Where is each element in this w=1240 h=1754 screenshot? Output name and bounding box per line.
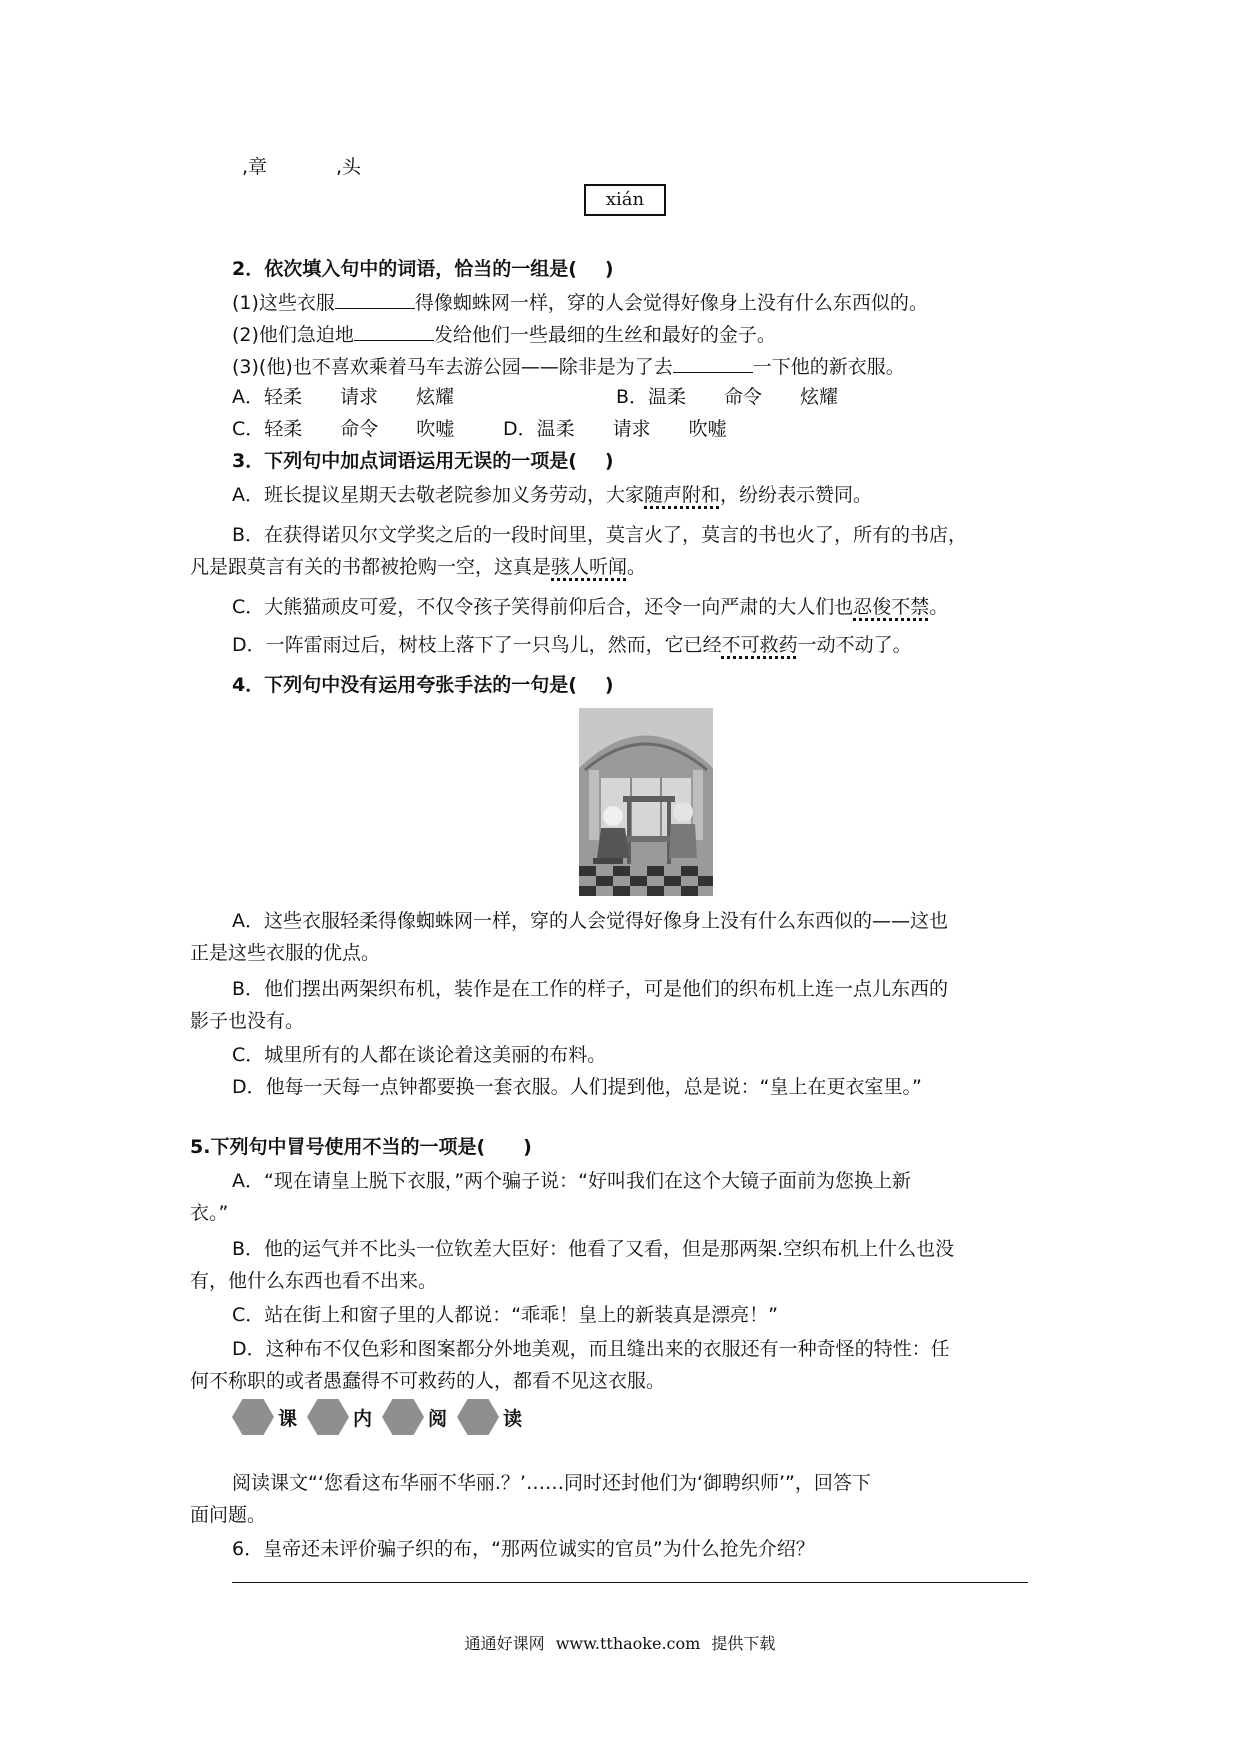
q2-s3-blank[interactable]: [673, 352, 753, 373]
q3-c-tail: 。: [929, 596, 949, 618]
q3-a-tail: ，纷纷表示赞同。: [720, 484, 873, 506]
page-footer: [0, 1631, 1240, 1654]
q5-option-c: C．站在街上和窗子里的人都说：“乖乖！皇上的新装真是漂亮！”: [232, 1304, 778, 1326]
q5-option-d-line1: D．这种布不仅色彩和图案都分外地美观，而且缝出来的衣服还有一种奇怪的特性：任: [232, 1338, 950, 1360]
q3-c-text: C．大熊猫顽皮可爱，不仅令孩子笑得前仰后合，还令一向严肃的大人们也: [232, 596, 854, 618]
q3-stem-text: 3．下列句中加点词语运用无误的一项是(: [232, 450, 577, 472]
q3-close-paren: ): [604, 450, 614, 472]
q3-a-dotted-word: 随声附和: [644, 484, 721, 506]
q6-stem: 6．皇帝还未评价骗子织的布，“那两位诚实的官员”为什么抢先介绍？: [232, 1538, 815, 1560]
q5-stem-text: 5.下列句中冒号使用不当的一项是(: [190, 1136, 486, 1158]
q4-option-d: D．他每一天每一点钟都要换一套衣服。人们提到他，总是说：“皇上在更衣室里。”: [232, 1076, 922, 1098]
q2-s1-blank[interactable]: [335, 288, 415, 309]
section-char: 阅: [428, 1407, 448, 1430]
q5-close-paren: ): [523, 1136, 532, 1158]
q2-sentence-1: [232, 288, 928, 316]
footer-url[interactable]: www.tthaoke.com: [555, 1634, 701, 1653]
q4-option-a-line2: 正是这些衣服的优点。: [190, 942, 381, 964]
q2-sentence-2: [232, 320, 776, 348]
reading-intro-line1: 阅读课文“‘您看这布华丽不华丽.？’……同时还封他们为‘御聘织师’”，回答下: [232, 1472, 871, 1494]
q2-s3-part-a: (3)(他)也不喜欢乘着马车去游公园——除非是为了去: [232, 356, 673, 378]
q2-option-a: A．轻柔 请求 炫耀: [232, 386, 454, 408]
q2-s2-part-b: 发给他们一些最细的生丝和最好的金子。: [433, 324, 776, 346]
q3-a-text: A．班长提议星期天去敬老院参加义务劳动，大家: [232, 484, 644, 506]
q5-option-a-line1: A．“现在请皇上脱下衣服，”两个骗子说：“好叫我们在这个大镜子面前为您换上新: [232, 1170, 912, 1192]
q2-stem-text: 2．依次填入句中的词语，恰当的一组是(: [232, 258, 577, 280]
q5-option-d-line2: 何不称职的或者愚蠢得不可救药的人，都看不见这衣服。: [190, 1370, 666, 1392]
q5-stem: [190, 1134, 532, 1160]
q3-b-text: 凡是跟莫言有关的书都被抢购一空，这真是: [190, 556, 552, 578]
top-fragment-2: ,头: [336, 156, 362, 178]
q2-s3-part-b: 一下他的新衣服。: [752, 356, 905, 378]
hexagon-icon: [307, 1399, 349, 1435]
top-fragment-1: ,章: [242, 156, 268, 178]
section-banner: [232, 1399, 530, 1435]
q3-b-tail: 。: [627, 556, 647, 578]
q4-stem: [232, 672, 614, 698]
emperor-weavers-illustration: [579, 708, 713, 896]
q3-option-a: [232, 482, 872, 508]
q2-option-d: D．温柔 请求 吹嘘: [503, 418, 727, 440]
q2-stem: [232, 256, 614, 282]
section-char: 读: [503, 1407, 523, 1430]
q5-option-b-line1: B．他的运气并不比头一位钦差大臣好：他看了又看，但是那两架.空织布机上什么也没: [232, 1238, 955, 1260]
q4-option-c: C．城里所有的人都在谈论着这美丽的布料。: [232, 1044, 607, 1066]
q3-option-b-line2: [190, 554, 646, 580]
q2-s1-part-b: 得像蜘蛛网一样，穿的人会觉得好像身上没有什么东西似的。: [414, 292, 928, 314]
section-char: 课: [278, 1407, 298, 1430]
q2-s2-part-a: (2)他们急迫地: [232, 324, 354, 346]
q4-option-a-line1: A．这些衣服轻柔得像蜘蛛网一样，穿的人会觉得好像身上没有什么东西似的——这也: [232, 910, 948, 932]
q2-s1-part-a: (1)这些衣服: [232, 292, 335, 314]
q4-option-b-line1: B．他们摆出两架织布机，装作是在工作的样子，可是他们的织布机上连一点儿东西的: [232, 978, 949, 1000]
q6-answer-line[interactable]: [232, 1582, 1028, 1583]
q3-option-b-line1: B．在获得诺贝尔文学奖之后的一段时间里，莫言火了，莫言的书也火了，所有的书店，: [232, 524, 968, 546]
q3-d-tail: 一动不动了。: [797, 634, 912, 656]
q2-sentence-3: [232, 352, 905, 380]
hexagon-icon: [382, 1399, 424, 1435]
q5-option-b-line2: 有，他什么东西也看不出来。: [190, 1270, 438, 1292]
section-char: 内: [353, 1407, 373, 1430]
q3-d-dotted-word: 不可救药: [721, 634, 798, 656]
q3-c-dotted-word: 忍俊不禁: [853, 596, 930, 618]
hexagon-icon: [457, 1399, 499, 1435]
reading-intro-line2: 面问题。: [190, 1504, 267, 1526]
q2-s2-blank[interactable]: [354, 320, 434, 341]
q2-close-paren: ): [604, 258, 614, 280]
q5-option-a-line2: 衣。”: [190, 1202, 229, 1224]
q3-d-text: D．一阵雷雨过后，树枝上落下了一只鸟儿，然而，它已经: [232, 634, 722, 656]
footer-download-text: 提供下载: [711, 1634, 776, 1653]
q2-option-c: C．轻柔 命令 吹嘘: [232, 418, 455, 440]
hexagon-icon: [232, 1399, 274, 1435]
footer-site-name: 通通好课网: [464, 1634, 545, 1653]
q3-b-dotted-word: 骇人听闻: [551, 556, 628, 578]
q3-option-d: [232, 632, 912, 658]
q3-option-c: [232, 594, 948, 620]
q3-stem: [232, 448, 614, 474]
q4-stem-text: 4．下列句中没有运用夸张手法的一句是(: [232, 674, 577, 696]
q4-close-paren: ): [604, 674, 614, 696]
pinyin-box: xián: [584, 184, 666, 216]
q4-option-b-line2: 影子也没有。: [190, 1010, 305, 1032]
q2-option-b: B．温柔 命令 炫耀: [616, 386, 839, 408]
